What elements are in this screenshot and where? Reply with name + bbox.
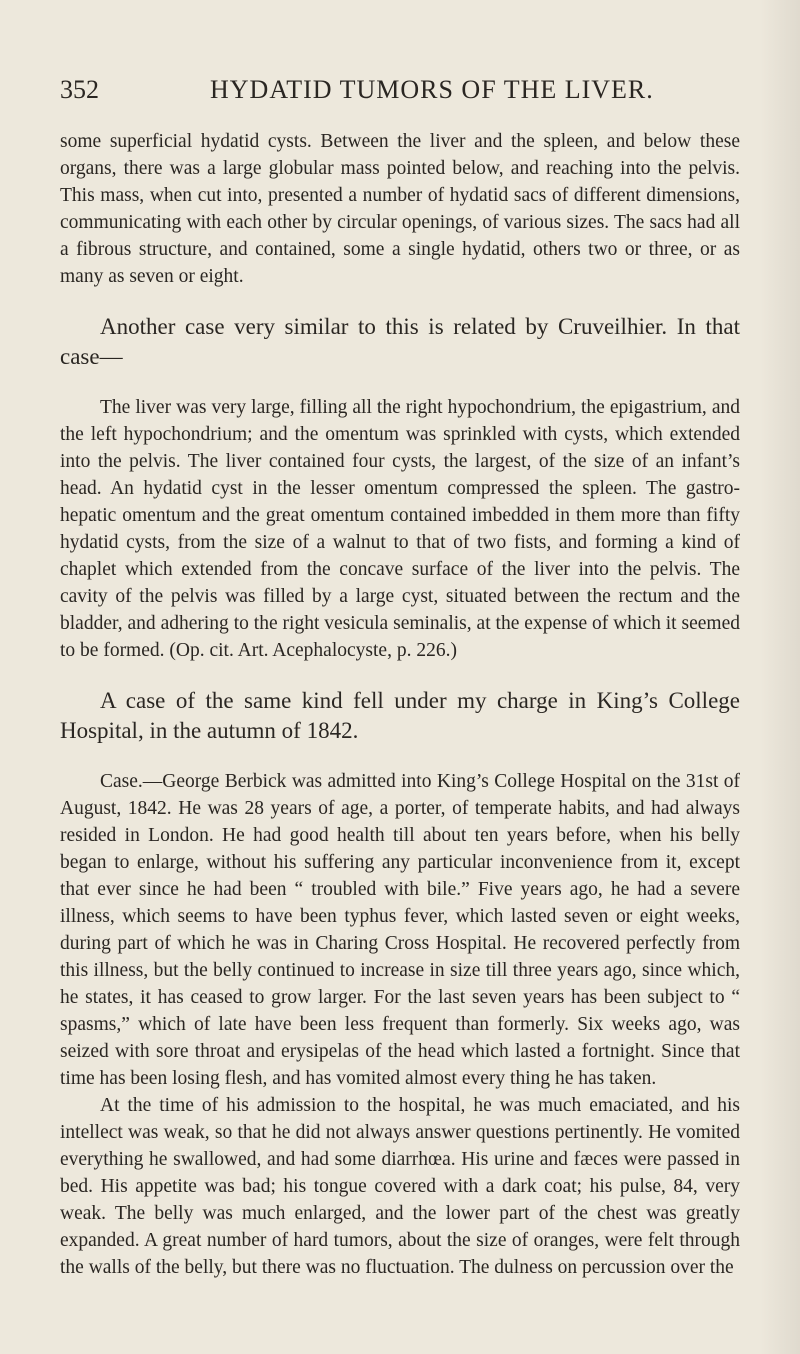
page-number: 352	[60, 75, 99, 104]
paragraph-quoted-case: The liver was very large, filling all the right hypochondrium, the epigastrium, and the left hypochondrium; and the omentum was sprinkled with cysts, which extended into the pelvis. The liver contained four cysts, the largest, of the size of an infant’s head. An hydatid cyst in the lesser omentum compressed the spleen. The gastro-hepatic omentum and the great omentum contained imbedded in them more than fifty hydatid cysts, from the size of a walnut to that of two fists, and forming a kind of chaplet which extended from the concave surface of the liver into the pelvis. The cavity of the pelvis was filled by a large cyst, situated between the rectum and the bladder, and adhering to the right vesicula seminalis, at the expense of which it seemed to be formed. (Op. cit. Art. Acephalocyste, p. 226.)	[60, 397, 740, 661]
paragraph-continuation: some superficial hydatid cysts. Between the liver and the spleen, and below these organs, there was a large globular mass pointed below, and reaching into the pelvis. This mass, when cut into, presented a number of hydatid sacs of different dimensions, communicating with each other by circular openings, of various sizes. The sacs had all a fibrous structure, and contained, some a single hydatid, others two or three, or as many as seven or eight.	[60, 131, 740, 287]
running-title: HYDATID TUMORS OF THE LIVER.	[210, 75, 654, 104]
paragraph-cruveilhier-intro: Another case very similar to this is related by Cruveilhier. In that case—	[60, 314, 740, 369]
page-edge-shadow	[760, 0, 800, 1354]
paragraph-admission: At the time of his admission to the hospital, he was much emaciated, and his intellect was weak, so that he did not always answer questions pertinently. He vomited everything he swallowed, and had some diarrhœa. His urine and fæces were passed in bed. His appetite was bad; his tongue covered with a dark coat; his pulse, 84, very weak. The belly was much enlarged, and the lower part of the chest was greatly expanded. A great number of hard tumors, about the size of oranges, were felt through the walls of the belly, but there was no fluctuation. The dulness on percussion over the	[60, 1095, 740, 1278]
paragraph-case-history: Case.—George Berbick was admitted into King’s College Hospital on the 31st of August, 1842. He was 28 years of age, a porter, of temperate habits, and had always resided in London. He had good health till about ten years before, when his belly began to enlarge, without his suffering any particular inconvenience from it, except that ever since he had been “ troubled with bile.” Five years ago, he had a severe illness, which seems to have been typhus fever, which lasted seven or eight weeks, during part of which he was in Charing Cross Hospital. He recovered perfectly from this illness, but the belly continued to increase in size till three years ago, since which, he states, it has ceased to grow larger. For the last seven years has been subject to “ spasms,” which of late have been less frequent than formerly. Six weeks ago, was seized with sore throat and erysipelas of the head which lasted a fortnight. Since that time has been losing flesh, and has vomited almost every thing he has taken.	[60, 771, 740, 1089]
page-header	[60, 75, 740, 109]
page-body	[60, 128, 740, 1281]
paragraph-kings-college-intro: A case of the same kind fell under my charge in King’s College Hospital, in the autumn of 1842.	[60, 688, 740, 743]
